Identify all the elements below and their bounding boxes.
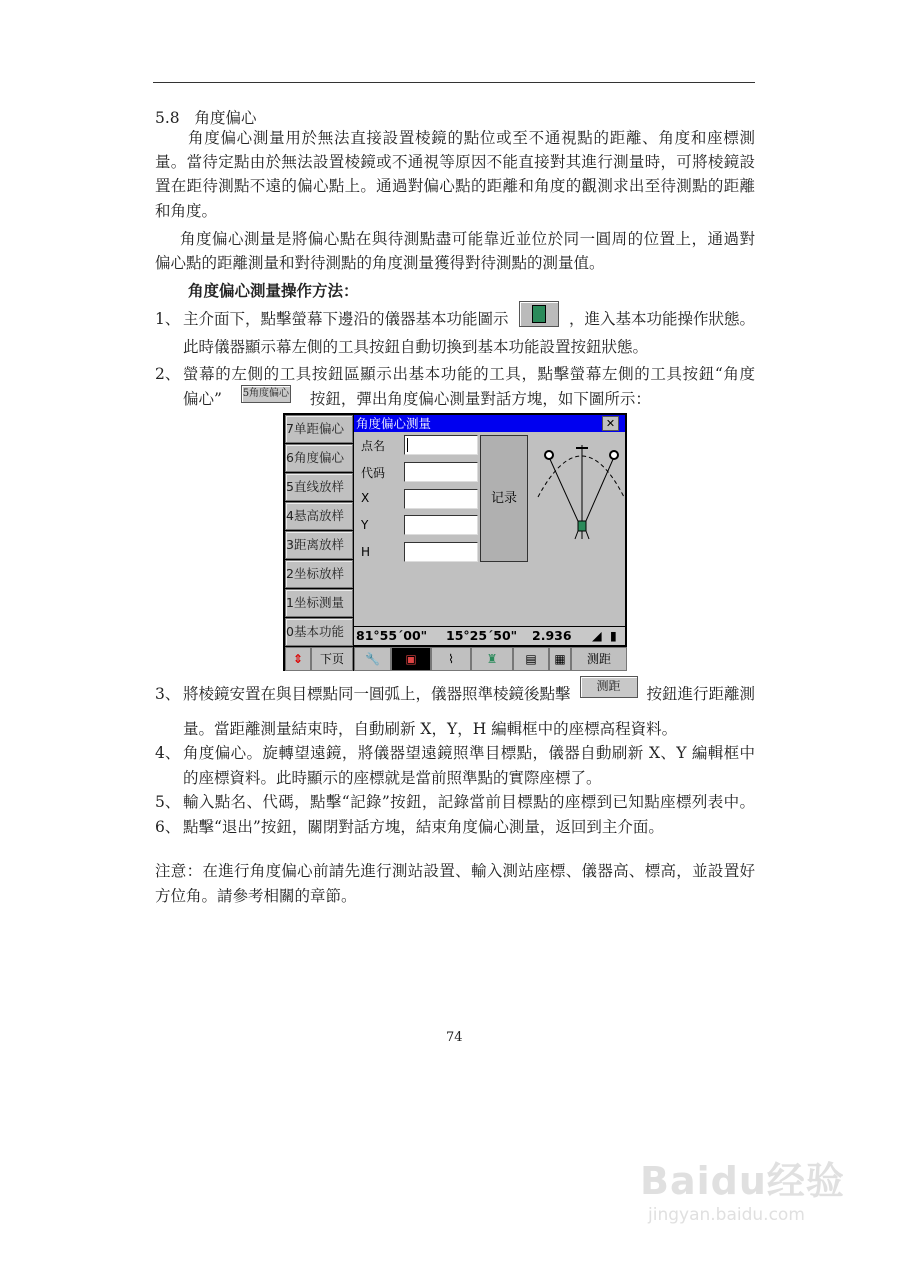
baidu-watermark xyxy=(640,1150,845,1225)
step-number: 3、 xyxy=(155,685,181,703)
h-input[interactable] xyxy=(404,542,478,562)
step-text: 按鈕，彈出角度偏心測量對話方塊，如下圖所示： xyxy=(309,390,651,408)
field-label: H xyxy=(361,545,371,559)
next-page-button[interactable]: 下页 xyxy=(311,647,353,671)
horizontal-angle: 15°25´50" xyxy=(446,628,518,643)
para2-line: 偏心點的距離測量和對待測點的角度測量獲得對待測點的測量值。 xyxy=(155,254,605,272)
step-3-line xyxy=(183,679,755,704)
page-toggle-icon[interactable]: ⇕ xyxy=(285,647,311,671)
watermark-logo: Baidu经验 xyxy=(640,1159,845,1203)
note-line: 方位角。請參考相關的章節。 xyxy=(155,887,357,905)
para2-line: 角度偏心測量是將偏心點在與待測點盡可能靠近並位於同一圓周的位置上，通過對 xyxy=(180,230,755,248)
status-bar xyxy=(354,627,625,645)
step-text: 按鈕進行距離測 xyxy=(646,685,755,703)
para1-line: 角度偏心測量用於無法直接設置棱鏡的點位或至不通視點的距離、角度和座標測 xyxy=(188,129,755,147)
step-2-line xyxy=(183,389,651,409)
step-3-line: 量。當距離測量結束時，自動刷新 X，Y，H 編輯框中的座標高程資料。 xyxy=(183,720,678,738)
step-text: 偏心” xyxy=(183,390,222,408)
step-5-line: 輸入點名、代碼，點擊“記錄”按鈕，記錄當前目標點的座標到已知點座標列表中。 xyxy=(183,793,755,811)
method-heading: 角度偏心測量操作方法： xyxy=(188,281,359,300)
step-2-line: 螢幕的左側的工具按鈕區顯示出基本功能的工具，點擊螢幕左側的工具按鈕“角度 xyxy=(183,365,755,383)
step-text: ，進入基本功能操作狀態。 xyxy=(568,310,755,328)
vertical-angle: 81°55´00" xyxy=(356,628,428,643)
side-button[interactable]: 3距离放样 xyxy=(285,531,353,559)
angle-offset-dialog xyxy=(354,415,625,626)
field-label: X xyxy=(361,491,370,505)
step-text: 主介面下，點擊螢幕下邊沿的儀器基本功能圖示 xyxy=(183,310,509,328)
side-button[interactable]: 2坐标放样 xyxy=(285,560,353,588)
step-number: 5、 xyxy=(155,793,181,811)
basic-function-icon[interactable]: ▣ xyxy=(391,647,431,671)
offset-diagram xyxy=(532,435,625,545)
page-number: 74 xyxy=(446,1030,463,1045)
measure-distance-inline-button: 测距 xyxy=(580,676,638,698)
signal-icon: ◢ xyxy=(592,628,602,643)
step-1-line: 此時儀器顯示幕左側的工具按鈕自動切換到基本功能設置按鈕狀態。 xyxy=(183,338,649,356)
dialog-title: 角度偏心测量 xyxy=(356,416,432,431)
para1-line: 和角度。 xyxy=(155,202,218,220)
step-number: 1、 xyxy=(155,310,181,328)
step-6-line: 點擊“退出”按鈕，關閉對話方塊，結束角度偏心測量，返回到主介面。 xyxy=(183,818,664,836)
step-1-line xyxy=(183,309,755,329)
angle-offset-inline-button: 5角度偏心 xyxy=(241,385,291,403)
measure-distance-button[interactable]: 测距 xyxy=(571,647,627,671)
field-label: 代码 xyxy=(361,466,386,480)
dialog-title-bar xyxy=(354,415,625,432)
watermark-url: jingyan.baidu.com xyxy=(648,1205,805,1225)
keyboard-icon[interactable]: ▦ xyxy=(549,647,571,671)
y-input[interactable] xyxy=(404,515,478,535)
side-button[interactable]: 6角度偏心 xyxy=(285,444,353,472)
para1-line: 置在距待測點不遠的偏心點上。通過對偏心點的距離和角度的觀測求出至待測點的距離 xyxy=(155,177,755,195)
step-number: 2、 xyxy=(155,365,181,383)
record-button[interactable]: 记录 xyxy=(480,435,528,562)
side-button[interactable]: 5直线放样 xyxy=(285,473,353,501)
step-text: 將棱鏡安置在與目標點同一圓弧上，儀器照準棱鏡後點擊 xyxy=(183,685,571,703)
basic-function-icon xyxy=(519,301,559,327)
side-button[interactable]: 4悬高放样 xyxy=(285,502,353,530)
point-name-input[interactable] xyxy=(404,435,478,455)
x-input[interactable] xyxy=(404,489,478,509)
note-line: 注意：在進行角度偏心前請先進行測站設置、輸入測站座標、儀器高、標高，並設置好 xyxy=(155,862,755,880)
step-number: 4、 xyxy=(155,744,181,762)
para1-line: 量。當待定點由於無法設置棱鏡或不通視等原因不能直接對其進行測量時，可將棱鏡設 xyxy=(155,153,755,171)
code-input[interactable] xyxy=(404,462,478,482)
station-icon[interactable]: ♜ xyxy=(471,647,513,671)
side-button[interactable]: 1坐标测量 xyxy=(285,589,353,617)
header-rule xyxy=(153,82,755,83)
field-label: Y xyxy=(361,518,369,532)
file-icon[interactable]: ▤ xyxy=(513,647,549,671)
side-button[interactable]: 7单距偏心 xyxy=(285,415,353,443)
stakeout-icon[interactable]: ⌇ xyxy=(431,647,471,671)
step-4-line: 角度偏心。旋轉望遠鏡，將儀器望遠鏡照準目標點，儀器自動刷新 X、Y 編輯框中 xyxy=(183,744,755,762)
settings-tool-icon[interactable]: 🔧 xyxy=(354,647,391,671)
step-4-line: 的座標資料。此時顯示的座標就是當前照準點的實際座標了。 xyxy=(183,769,602,787)
close-icon[interactable]: ✕ xyxy=(602,416,619,431)
field-label: 点名 xyxy=(361,439,386,453)
distance-readout: 2.936 xyxy=(532,628,572,643)
bottom-toolbar xyxy=(283,647,627,671)
instrument-screenshot xyxy=(283,413,627,671)
battery-icon: ▮ xyxy=(610,628,617,643)
step-number: 6、 xyxy=(155,818,181,836)
section-heading: 5.8 角度偏心 xyxy=(155,109,257,127)
side-button[interactable]: 0基本功能 xyxy=(285,618,353,646)
